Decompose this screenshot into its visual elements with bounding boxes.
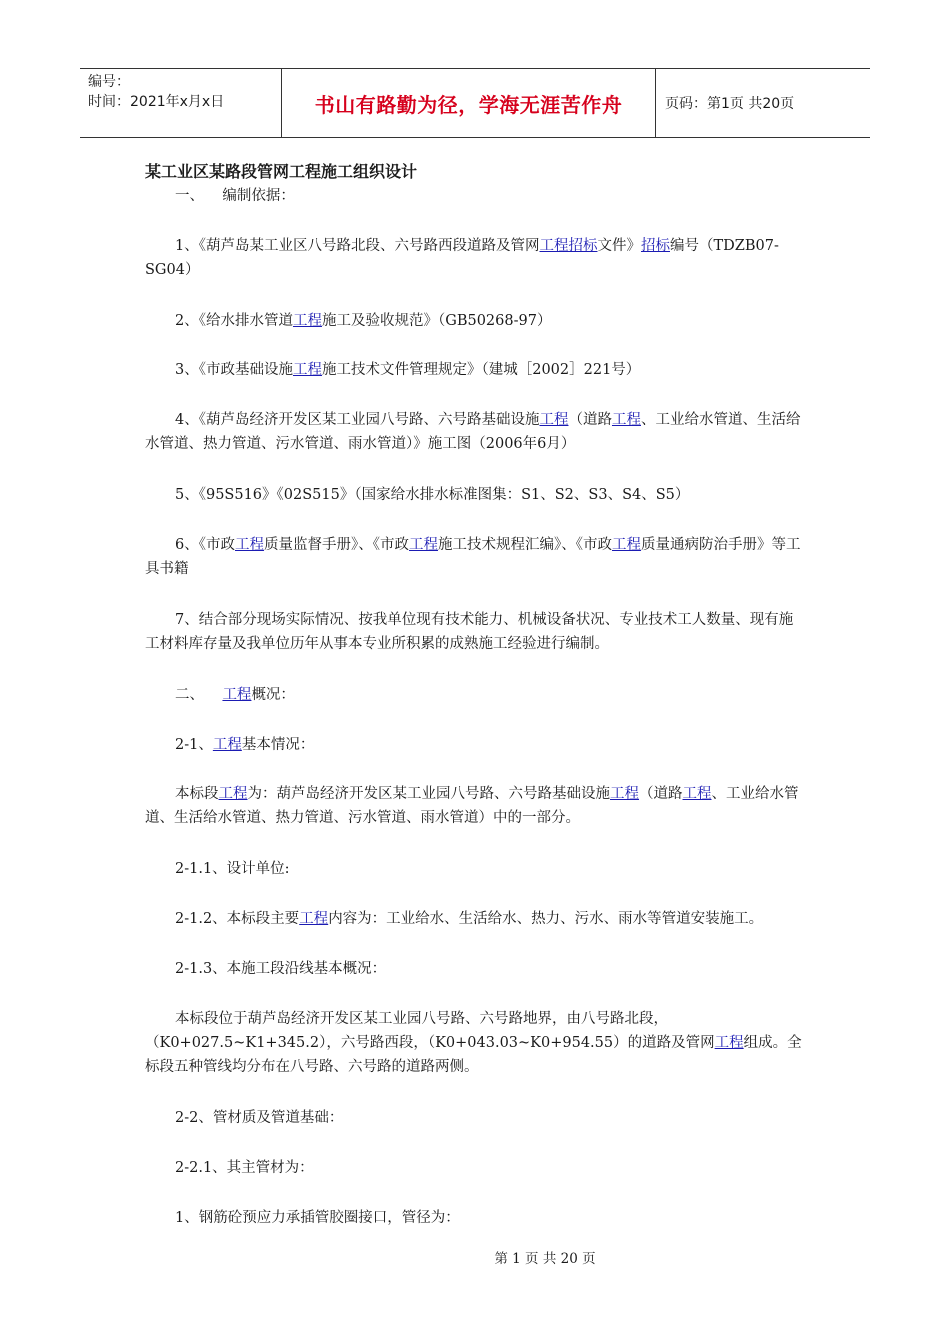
paragraph-text: 、工业给水管道、生活给水管道、热力管道、污水管道、雨水管道）中的一部分。 bbox=[145, 786, 799, 826]
paragraph-text: 质量通病防治手册》等工具书籍 bbox=[145, 537, 801, 577]
paragraph-text: 1、《葫芦岛某工业区八号路北段、六号路西段道路及管网 bbox=[175, 238, 540, 254]
paragraph-text: 6、《市政 bbox=[175, 537, 235, 553]
page-header bbox=[80, 68, 870, 138]
paragraph-text: 2-2.1、其主管材为： bbox=[175, 1160, 314, 1176]
paragraph-text: 2-1.3、本施工段沿线基本概况： bbox=[175, 961, 387, 977]
keyword-link[interactable]: 工程 bbox=[212, 737, 242, 753]
document-body bbox=[145, 160, 805, 184]
header-meta bbox=[80, 69, 282, 137]
paragraph-text: 内容为：工业给水、生活给水、热力、污水、雨水等管道安装施工。 bbox=[328, 911, 764, 927]
basis-item-6 bbox=[145, 533, 805, 581]
keyword-link[interactable]: 工程 bbox=[299, 911, 329, 927]
keyword-link[interactable]: 工程 bbox=[218, 786, 248, 802]
paragraph-text: 3、《市政基础设施 bbox=[175, 362, 293, 378]
subheading-2-1-1 bbox=[145, 857, 805, 881]
header-page-info: 页码：第1页 共20页 bbox=[665, 96, 795, 112]
material-item-1 bbox=[145, 1206, 805, 1230]
subheading-2-1-2 bbox=[145, 907, 805, 931]
subheading-2-1-3 bbox=[145, 957, 805, 981]
paragraph-text: 施工技术规程汇编》、《市政 bbox=[437, 537, 612, 553]
paragraph-text: 7、结合部分现场实际情况、按我单位现有技术能力、机械设备状况、专业技术工人数量、现有施工材料库存量及我单位历年从事本专业所积累的成熟施工经验进行编制。 bbox=[145, 612, 794, 652]
paragraph-text: 组成。全标段五种管线均分布在八号路、六号路的道路两侧。 bbox=[145, 1035, 802, 1075]
subheading-2-2 bbox=[145, 1106, 805, 1130]
section-heading-basis bbox=[145, 184, 805, 208]
keyword-link[interactable]: 工程 bbox=[610, 786, 639, 802]
basis-item-1 bbox=[145, 234, 805, 282]
document-time: 时间：2021年x月x日 bbox=[88, 94, 225, 110]
keyword-link[interactable]: 招标 bbox=[640, 238, 670, 254]
paragraph-text: 基本情况： bbox=[241, 737, 315, 753]
basis-item-7 bbox=[145, 608, 805, 656]
paragraph-text: （道路 bbox=[568, 412, 612, 428]
keyword-link[interactable]: 工程招标 bbox=[539, 238, 598, 254]
document-number-label: 编号： bbox=[88, 74, 130, 90]
paragraph-text: （道路 bbox=[639, 786, 683, 802]
overview-paragraph bbox=[145, 782, 805, 830]
paragraph-text: 、工业给水管道、生活给水管道、热力管道、污水管道、雨水管道）》施工图（2006年6月） bbox=[145, 412, 801, 452]
paragraph-text: 2-1、 bbox=[175, 737, 213, 753]
subheading-2-2-1 bbox=[145, 1156, 805, 1180]
paragraph-text: 编号（TDZB07-SG04） bbox=[145, 238, 779, 278]
paragraph-text: 施工技术文件管理规定》（建城［2002］221号） bbox=[321, 362, 641, 378]
header-motto: 书山有路勤为径，学海无涯苦作舟 bbox=[282, 69, 656, 137]
paragraph-text: 4、《葫芦岛经济开发区某工业园八号路、六号路基础设施 bbox=[175, 412, 540, 428]
page-footer: 第 1 页 共 20 页 bbox=[494, 1251, 596, 1267]
subheading-2-1 bbox=[145, 733, 805, 757]
keyword-link[interactable]: 工程 bbox=[611, 537, 641, 553]
keyword-link[interactable]: 工程 bbox=[292, 362, 322, 378]
paragraph-text: 本标段位于葫芦岛经济开发区某工业园八号路、六号路地界，由八号路北段，（K0+027.5~K1+345.2），六号路西段，（K0+043.03~K0+954.55）的道路及管网 bbox=[145, 1011, 715, 1051]
keyword-link[interactable]: 工程 bbox=[682, 786, 712, 802]
paragraph-text: 二、 bbox=[175, 687, 223, 703]
keyword-link[interactable]: 工程 bbox=[292, 313, 322, 329]
paragraph-text: 文件》 bbox=[597, 238, 641, 254]
paragraph-text: 为：葫芦岛经济开发区某工业园八号路、六号路基础设施 bbox=[247, 786, 610, 802]
paragraph-text: 2-1.1、设计单位: bbox=[175, 861, 290, 877]
section-heading-overview bbox=[145, 683, 805, 707]
paragraph-text: 5、《95S516》《02S515》（国家给水排水标准图集：S1、S2、S3、S4、S5） bbox=[175, 487, 690, 503]
paragraph-text: 2-1.2、本标段主要 bbox=[175, 911, 300, 927]
basis-item-4 bbox=[145, 408, 805, 456]
location-paragraph bbox=[145, 1007, 805, 1079]
paragraph-text: 1、钢筋砼预应力承插管胶圈接口，管径为： bbox=[175, 1210, 460, 1226]
keyword-link[interactable]: 工程 bbox=[611, 412, 641, 428]
keyword-link[interactable]: 工程 bbox=[234, 537, 264, 553]
paragraph-text: 概况： bbox=[251, 687, 295, 703]
basis-item-3 bbox=[145, 358, 805, 382]
paragraph-text: 一、 编制依据： bbox=[175, 188, 295, 204]
basis-item-5 bbox=[145, 483, 805, 507]
paragraph-text: 2、《给水排水管道 bbox=[175, 313, 293, 329]
keyword-link[interactable]: 工程 bbox=[714, 1035, 744, 1051]
keyword-link[interactable]: 工程 bbox=[539, 412, 569, 428]
document-title: 某工业区某路段管网工程施工组织设计 bbox=[145, 162, 418, 181]
keyword-link[interactable]: 工程 bbox=[408, 537, 438, 553]
paragraph-text: 质量监督手册》、《市政 bbox=[263, 537, 409, 553]
basis-item-2 bbox=[145, 309, 805, 333]
keyword-link[interactable]: 工程 bbox=[222, 687, 252, 703]
paragraph-text: 2-2、管材质及管道基础： bbox=[175, 1110, 344, 1126]
paragraph-text: 本标段 bbox=[175, 786, 219, 802]
paragraph-text: 施工及验收规范》（GB50268-97） bbox=[321, 313, 552, 329]
